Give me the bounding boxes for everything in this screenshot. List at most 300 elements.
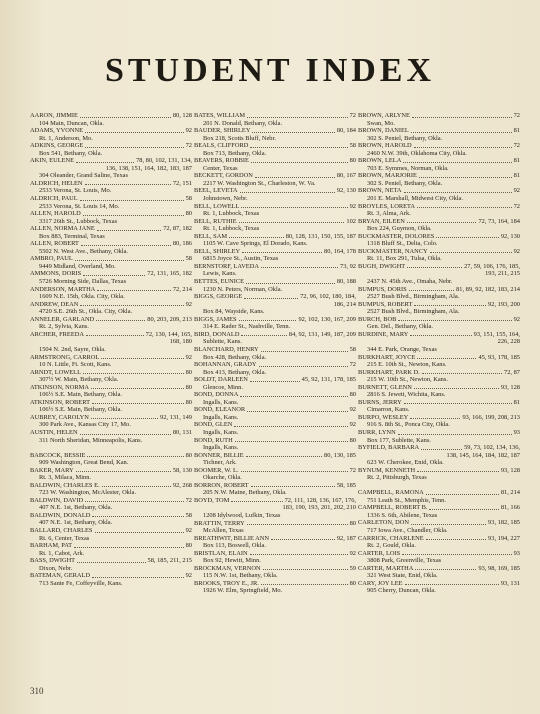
student-address: 407 N.E. 1st, Bethany, Okla. bbox=[39, 504, 113, 512]
dot-leader bbox=[250, 554, 348, 555]
dot-leader bbox=[240, 396, 347, 397]
page-refs: 58, 185 bbox=[336, 481, 356, 489]
student-address: Box 413, Bethany, Okla. bbox=[203, 368, 267, 376]
student-name: CARRICK, CHARLENE bbox=[358, 534, 424, 542]
dot-leader bbox=[240, 192, 335, 193]
entry-name-line bbox=[194, 361, 356, 369]
student-name: ALLEN, HAROLD bbox=[30, 210, 81, 218]
dot-leader bbox=[259, 366, 348, 367]
student-name: BUMPUS, ROBERT bbox=[358, 300, 413, 308]
dot-leader bbox=[75, 260, 184, 261]
entry-name-line bbox=[30, 399, 192, 407]
entry-name-line bbox=[358, 429, 520, 437]
page-refs: 93, 98, 169, 185 bbox=[478, 564, 520, 572]
student-address: 909 Washington, Great Bend, Kan. bbox=[39, 459, 129, 467]
dot-leader bbox=[250, 381, 300, 382]
student-name: BALLARD, CHARLES bbox=[30, 527, 93, 535]
student-address: Box 883, Terminal, Texas bbox=[39, 232, 105, 240]
student-address: Rt. 1, Lubbock, Texas bbox=[203, 225, 260, 233]
index-entry bbox=[30, 482, 192, 497]
dot-leader bbox=[80, 200, 184, 201]
page-refs: 80, 203, 209, 213 bbox=[147, 315, 192, 323]
page-refs: 93, 166, 199, 208, 213 bbox=[462, 413, 520, 421]
entry-name-line bbox=[358, 127, 520, 135]
page-refs: 92 bbox=[185, 127, 192, 135]
student-address: 1230 N. Peters, Norman, Okla. bbox=[203, 285, 283, 293]
dot-leader bbox=[81, 245, 171, 246]
index-entry bbox=[194, 346, 356, 361]
dot-leader bbox=[261, 584, 348, 585]
dot-leader bbox=[414, 388, 499, 389]
student-name: BURR, LYNN bbox=[358, 428, 396, 436]
student-name: BYFIELD, BARBARA bbox=[358, 444, 420, 452]
page-refs: 72 bbox=[349, 112, 356, 119]
dot-leader bbox=[403, 162, 511, 163]
index-entry bbox=[358, 354, 520, 369]
entry-name-line bbox=[358, 218, 520, 226]
student-name: ANDREW, DEAN bbox=[30, 300, 79, 308]
entry-name-line bbox=[30, 429, 192, 437]
entry-name-line bbox=[194, 550, 356, 558]
index-entry bbox=[30, 127, 192, 142]
page-refs: 92, 130 bbox=[336, 187, 356, 195]
student-address: Ingalls, Kans. bbox=[203, 398, 239, 406]
entry-name-line bbox=[30, 210, 192, 218]
student-name: ATKINSON, ROBERT bbox=[30, 398, 90, 406]
index-entry bbox=[194, 157, 356, 172]
student-address: Box 177, Sublette, Kans. bbox=[367, 436, 431, 444]
student-name: ALDRICH, HELEN bbox=[30, 179, 83, 187]
dot-leader bbox=[91, 418, 158, 419]
index-column-2 bbox=[194, 112, 356, 595]
dot-leader bbox=[426, 494, 499, 495]
index-entry bbox=[30, 384, 192, 399]
entry-name-line bbox=[358, 414, 520, 422]
page-refs: 80, 131 bbox=[172, 428, 192, 436]
index-entry bbox=[358, 467, 520, 482]
student-address: 3808 Park, Greenville, Texas bbox=[367, 557, 442, 565]
student-address: 2460 N.W. 39th, Oklahoma City, Okla. bbox=[367, 149, 467, 157]
student-name: BRISTLAN, ELAIN bbox=[194, 549, 248, 557]
page-refs: 80, 128, 131, 150, 155, 187 bbox=[285, 232, 356, 240]
index-entry bbox=[194, 263, 356, 278]
index-entry bbox=[194, 248, 356, 263]
index-entry bbox=[30, 557, 192, 572]
student-name: BECKETT, GORDON bbox=[194, 172, 253, 180]
student-address: 2527 Bush Blvd., Birmingham, Ala. bbox=[367, 308, 460, 316]
student-address: 3317 26th St., Lubbock, Texas bbox=[39, 217, 118, 225]
page-refs: 45, 93, 178, 185 bbox=[478, 353, 520, 361]
student-address: 623 W. Cherokee, Enid, Okla. bbox=[367, 459, 444, 467]
index-entry bbox=[30, 369, 192, 384]
dot-leader bbox=[417, 207, 512, 208]
page-refs: 58, 130 bbox=[172, 466, 192, 474]
student-address: Center, Texas bbox=[203, 164, 238, 172]
page-refs: 72, 73, 164, 184 bbox=[478, 217, 520, 225]
entry-name-line bbox=[30, 354, 192, 362]
dot-leader bbox=[239, 222, 345, 223]
index-entry bbox=[30, 414, 192, 429]
index-entry bbox=[358, 316, 520, 331]
student-address: Box 92, Hewitt, Minn. bbox=[203, 557, 261, 565]
page-refs: 81 bbox=[513, 127, 520, 135]
index-entry bbox=[358, 384, 520, 399]
page-refs: 92, 187 bbox=[336, 534, 356, 542]
dot-leader bbox=[229, 237, 284, 238]
index-entry bbox=[358, 399, 520, 414]
student-address: 9449 Midland, Overland, Mo. bbox=[39, 262, 116, 270]
student-name: ALLEN, ROBERT bbox=[30, 240, 79, 248]
page-refs: 80 bbox=[185, 398, 192, 406]
student-address: Box 713, Bethany, Okla. bbox=[203, 149, 267, 157]
dot-leader bbox=[87, 456, 183, 457]
index-entry bbox=[194, 421, 356, 436]
page-refs: 72, 87 bbox=[504, 368, 520, 376]
index-entry bbox=[30, 467, 192, 482]
dot-leader bbox=[404, 192, 512, 193]
entry-name-line bbox=[30, 195, 192, 203]
dot-leader bbox=[419, 177, 512, 178]
student-address: 1926 W. Elm, Springfield, Mo. bbox=[203, 587, 283, 595]
page-refs: 78, 80, 102, 131, 134, bbox=[136, 157, 192, 165]
page-refs: 81 bbox=[513, 398, 520, 406]
index-entry bbox=[358, 580, 520, 595]
student-address: Johnstown, Nebr. bbox=[203, 195, 248, 203]
student-address: Box 428, Bethany, Okla. bbox=[203, 353, 267, 361]
dot-leader bbox=[411, 524, 486, 525]
student-name: BROWN, ARLYNE bbox=[358, 112, 410, 119]
index-entry bbox=[30, 497, 192, 512]
student-address: Box 84, Wayside, Kans. bbox=[203, 308, 265, 316]
page-refs: 80, 128 bbox=[172, 112, 192, 119]
index-entry bbox=[30, 452, 192, 467]
dot-leader bbox=[97, 290, 171, 291]
student-name: BEAVERS, ROBBIE bbox=[194, 157, 249, 165]
student-address: 10 N. Little, Ft. Scott, Kans. bbox=[39, 361, 112, 369]
entry-name-line bbox=[194, 467, 356, 475]
dot-leader bbox=[76, 162, 134, 163]
entry-name-line bbox=[358, 112, 520, 120]
student-name: BARHAM, PAT bbox=[30, 542, 73, 550]
dot-leader bbox=[80, 434, 171, 435]
entry-name-line bbox=[30, 270, 192, 278]
entry-name-line bbox=[30, 467, 192, 475]
student-name: BYNUM, KENNETH bbox=[358, 466, 416, 474]
dot-leader bbox=[251, 162, 348, 163]
page-refs-continued: 186, 214 bbox=[333, 300, 356, 308]
student-name: BURNETT, GLENN bbox=[358, 383, 412, 391]
page-refs: 92, 268 bbox=[172, 481, 192, 489]
index-entry bbox=[358, 127, 520, 142]
index-entry bbox=[30, 286, 192, 301]
student-address: 302 S. Peniel, Bethany, Okla. bbox=[367, 134, 443, 142]
dot-leader bbox=[407, 222, 477, 223]
entry-name-line bbox=[358, 467, 520, 475]
entry-name-line bbox=[30, 527, 192, 535]
entry-name-line bbox=[194, 376, 356, 384]
entry-name-line bbox=[30, 414, 192, 422]
student-name: ADAMS, YVONNE bbox=[30, 127, 84, 135]
student-address: 311 North Sheridan, Minneapolis, Kans. bbox=[39, 436, 143, 444]
dot-leader bbox=[407, 267, 462, 268]
student-address: 5502 N. West Ave., Bethany, Okla. bbox=[39, 247, 128, 255]
entry-name-line bbox=[194, 331, 356, 339]
student-address: 344 E. Park, Orange, Texas bbox=[367, 345, 437, 353]
student-name: BROCKMAN, VERNON bbox=[194, 564, 261, 572]
index-entry bbox=[30, 180, 192, 195]
student-name: ANDERSON, MARTHA bbox=[30, 285, 96, 293]
page-refs: 92 bbox=[513, 315, 520, 323]
page-refs: 80 bbox=[185, 383, 192, 391]
student-address: Rt. 6, Center, Texas bbox=[39, 534, 90, 542]
dot-leader bbox=[242, 252, 322, 253]
dot-leader bbox=[247, 117, 348, 118]
entry-name-line bbox=[30, 557, 192, 565]
entry-name-line bbox=[30, 452, 192, 460]
page-refs: 58 bbox=[349, 142, 356, 150]
entry-name-line bbox=[358, 580, 520, 588]
student-name: ARNDT, LOWELL bbox=[30, 368, 81, 376]
entry-name-line bbox=[358, 489, 520, 497]
index-entry bbox=[358, 565, 520, 580]
entry-name-line bbox=[194, 580, 356, 588]
page-refs: 80 bbox=[185, 210, 192, 218]
entry-name-line bbox=[358, 203, 520, 211]
index-entry bbox=[30, 527, 192, 542]
index-entry bbox=[194, 127, 356, 142]
entry-name-line bbox=[358, 316, 520, 324]
entry-name-line bbox=[30, 482, 192, 490]
entry-name-line bbox=[30, 255, 192, 263]
page-refs: 27, 59, 106, 176, 185, bbox=[464, 262, 520, 270]
page-refs: 92 bbox=[185, 572, 192, 580]
index-entry bbox=[358, 263, 520, 286]
student-name: BABCOCK, BESSIE bbox=[30, 451, 86, 459]
dot-leader bbox=[421, 449, 462, 450]
student-address: 751 Leath St., Memphis, Tenn. bbox=[367, 496, 446, 504]
page-refs: 92 bbox=[185, 353, 192, 361]
student-name: BALDWIN, DONALD bbox=[30, 511, 91, 519]
index-entry bbox=[194, 497, 356, 520]
dot-leader bbox=[246, 456, 322, 457]
student-address: Box 541, Bethany, Okla. bbox=[39, 149, 103, 157]
dot-leader bbox=[231, 501, 282, 502]
entry-name-line bbox=[358, 331, 520, 339]
entry-name-line bbox=[30, 542, 192, 550]
index-entry bbox=[358, 187, 520, 202]
entry-name-line bbox=[194, 157, 356, 165]
dot-leader bbox=[436, 237, 498, 238]
student-name: AMBRO, PAUL bbox=[30, 255, 73, 263]
page-refs: 93, 182, 185 bbox=[488, 519, 520, 527]
index-entry bbox=[30, 542, 192, 557]
page-refs: 72, 151 bbox=[172, 179, 192, 187]
entry-name-line bbox=[358, 399, 520, 407]
page-refs-continued: 193, 211, 215 bbox=[485, 270, 520, 278]
entry-name-line bbox=[358, 384, 520, 392]
student-address: Rt. 2, Pittsburgh, Texas bbox=[367, 474, 427, 482]
entry-name-line bbox=[194, 565, 356, 573]
dot-leader bbox=[271, 539, 335, 540]
dot-leader bbox=[234, 426, 347, 427]
page-refs-continued: 226, 228 bbox=[497, 338, 520, 346]
dot-leader bbox=[417, 358, 476, 359]
dot-leader bbox=[247, 524, 348, 525]
page-refs: 80 bbox=[185, 542, 192, 550]
entry-name-line bbox=[30, 301, 192, 309]
student-name: AUBREY, CAROLYN bbox=[30, 413, 89, 421]
student-address: Lewis, Kans. bbox=[203, 270, 237, 278]
student-name: BOND, GLEN bbox=[194, 421, 233, 429]
student-address: Box 224, Guymon, Okla. bbox=[367, 225, 432, 233]
student-address: 2533 Verona, St. Louis, Mo. bbox=[39, 187, 112, 195]
dot-leader bbox=[398, 434, 512, 435]
student-name: AARON, JIMMIE bbox=[30, 112, 78, 119]
student-address: 717 Iowa Ave., Chandler, Okla. bbox=[367, 527, 448, 535]
dot-leader bbox=[422, 373, 502, 374]
student-address: Dixon, Nebr. bbox=[39, 564, 73, 572]
index-entry bbox=[358, 112, 520, 127]
page-refs: 92 bbox=[513, 247, 520, 255]
student-name: BRYAN, EILEEN bbox=[358, 217, 405, 225]
student-address: 905 Cherry, Duncan, Okla. bbox=[367, 587, 436, 595]
student-name: BELL, SHIRLEY bbox=[194, 247, 241, 255]
page-refs: 92, 130 bbox=[500, 232, 520, 240]
student-address: Okarche, Okla. bbox=[203, 474, 242, 482]
page-refs: 80, 184 bbox=[336, 127, 356, 135]
dot-leader bbox=[95, 532, 184, 533]
student-name: BELL, RUTHIE bbox=[194, 217, 237, 225]
page-refs: 81, 166 bbox=[500, 504, 520, 512]
student-address: 2816 S. Jewett, Wichita, Kans. bbox=[367, 391, 446, 399]
page-refs: 92 bbox=[349, 406, 356, 414]
page-refs: 72, 87, 182 bbox=[163, 225, 192, 233]
index-entry bbox=[194, 112, 356, 127]
dot-leader bbox=[398, 320, 511, 321]
page-refs-continued: 138, 145, 164, 184, 182, 187 bbox=[446, 451, 520, 459]
index-entry bbox=[30, 354, 192, 369]
index-entry bbox=[194, 406, 356, 421]
index-entry bbox=[358, 218, 520, 233]
page-refs: 58 bbox=[185, 255, 192, 263]
dot-leader bbox=[85, 184, 171, 185]
student-address: 106½ S.E. Main, Bethany, Okla. bbox=[39, 391, 123, 399]
student-address: Rt. 2, Gould, Okla. bbox=[367, 542, 416, 550]
index-entry bbox=[358, 301, 520, 316]
student-name: ANNELER, GARLAND bbox=[30, 315, 95, 323]
dot-leader bbox=[76, 471, 171, 472]
student-address: 2527 Bush Blvd., Birmingham, Ala. bbox=[367, 293, 460, 301]
index-entry bbox=[194, 520, 356, 535]
student-name: BUMPUS, DORIS bbox=[358, 285, 407, 293]
page-refs: 80 bbox=[349, 157, 356, 165]
student-address: Swan, Mo. bbox=[367, 119, 395, 127]
dot-leader bbox=[85, 147, 183, 148]
index-entry bbox=[358, 519, 520, 534]
dot-leader bbox=[429, 509, 498, 510]
page-refs: 72, 130, 144, 165, bbox=[145, 330, 192, 338]
entry-name-line bbox=[194, 172, 356, 180]
page-refs: 84, 92, 131, 149, 187, 209 bbox=[288, 330, 356, 338]
index-entry bbox=[30, 210, 192, 225]
entry-name-line bbox=[358, 354, 520, 362]
dot-leader bbox=[255, 177, 335, 178]
page-refs: 72 bbox=[349, 361, 356, 369]
index-entry bbox=[194, 278, 356, 293]
page-refs: 80, 188 bbox=[336, 278, 356, 286]
entry-name-line bbox=[358, 369, 520, 377]
entry-name-line bbox=[194, 203, 356, 211]
page-refs: 72, 96, 102, 180, 184, bbox=[300, 293, 356, 301]
student-address: 703 E. Symmes, Norman, Okla. bbox=[367, 164, 449, 172]
page-refs: 80 bbox=[185, 451, 192, 459]
index-entry bbox=[194, 376, 356, 391]
student-name: BIGGS, JAMES bbox=[194, 315, 237, 323]
entry-name-line bbox=[194, 452, 356, 460]
index-entry bbox=[358, 429, 520, 444]
dot-leader bbox=[83, 215, 184, 216]
dot-leader bbox=[405, 584, 499, 585]
student-name: BROWN, MARJORIE bbox=[358, 172, 417, 180]
dot-leader bbox=[404, 403, 512, 404]
entry-name-line bbox=[194, 316, 356, 324]
letter-gap bbox=[30, 444, 192, 452]
student-address: 106½ S.E. Main, Bethany, Okla. bbox=[39, 406, 123, 414]
dot-leader bbox=[102, 486, 171, 487]
student-name: ATKINSON, NORMA bbox=[30, 383, 89, 391]
student-address: 115 N.W. 1st, Bethany, Okla. bbox=[203, 572, 278, 580]
entry-name-line bbox=[358, 248, 520, 256]
entry-name-line bbox=[30, 331, 192, 339]
student-address: 4720 S.E. 26th St., Okla. City, Okla. bbox=[39, 308, 133, 316]
entry-name-line bbox=[358, 172, 520, 180]
student-name: BREATHWIT, BILLIE ANN bbox=[194, 534, 269, 542]
student-name: ARCHER, FREEDA bbox=[30, 330, 84, 338]
page-refs: 45, 92, 131, 178, 185 bbox=[301, 376, 356, 384]
index-column-1 bbox=[30, 112, 192, 587]
dot-leader bbox=[92, 403, 184, 404]
page-refs: 59, 73, 102, 134, 136, bbox=[464, 444, 520, 452]
dot-leader bbox=[241, 335, 286, 336]
entry-name-line bbox=[358, 187, 520, 195]
student-name: BALDWIN, CHARLES E. bbox=[30, 481, 100, 489]
student-name: AKIN, EULENE bbox=[30, 157, 75, 165]
dot-leader bbox=[85, 501, 183, 502]
student-address: 304 Oleander, Grand Saline, Texas bbox=[39, 172, 128, 180]
index-column-3 bbox=[358, 112, 520, 595]
dot-leader bbox=[80, 305, 183, 306]
student-name: BERNSTORF, LAVEDA bbox=[194, 262, 259, 270]
index-entry bbox=[30, 301, 192, 316]
index-entry bbox=[194, 467, 356, 482]
dot-leader bbox=[80, 117, 171, 118]
entry-name-line bbox=[194, 391, 356, 399]
student-address: Ingalls, Kans. bbox=[203, 413, 239, 421]
dot-leader bbox=[410, 335, 471, 336]
page-refs-continued: 168, 180 bbox=[169, 338, 192, 346]
dot-leader bbox=[92, 516, 183, 517]
student-name: CAMPBELL, ROBERT B. bbox=[358, 504, 428, 512]
student-address: 2437 N. 45th Ave., Omaha, Nebr. bbox=[367, 278, 453, 286]
student-address: Rt. 11, Box 291, Tulsa, Okla. bbox=[367, 255, 442, 263]
student-name: AMMONS, DORIS bbox=[30, 270, 82, 278]
entry-name-line bbox=[194, 293, 356, 301]
page-refs: 80, 186 bbox=[172, 240, 192, 248]
page-refs: 80, 164, 178 bbox=[324, 247, 356, 255]
index-entry bbox=[30, 429, 192, 444]
index-entry bbox=[194, 452, 356, 467]
dot-leader bbox=[83, 275, 145, 276]
